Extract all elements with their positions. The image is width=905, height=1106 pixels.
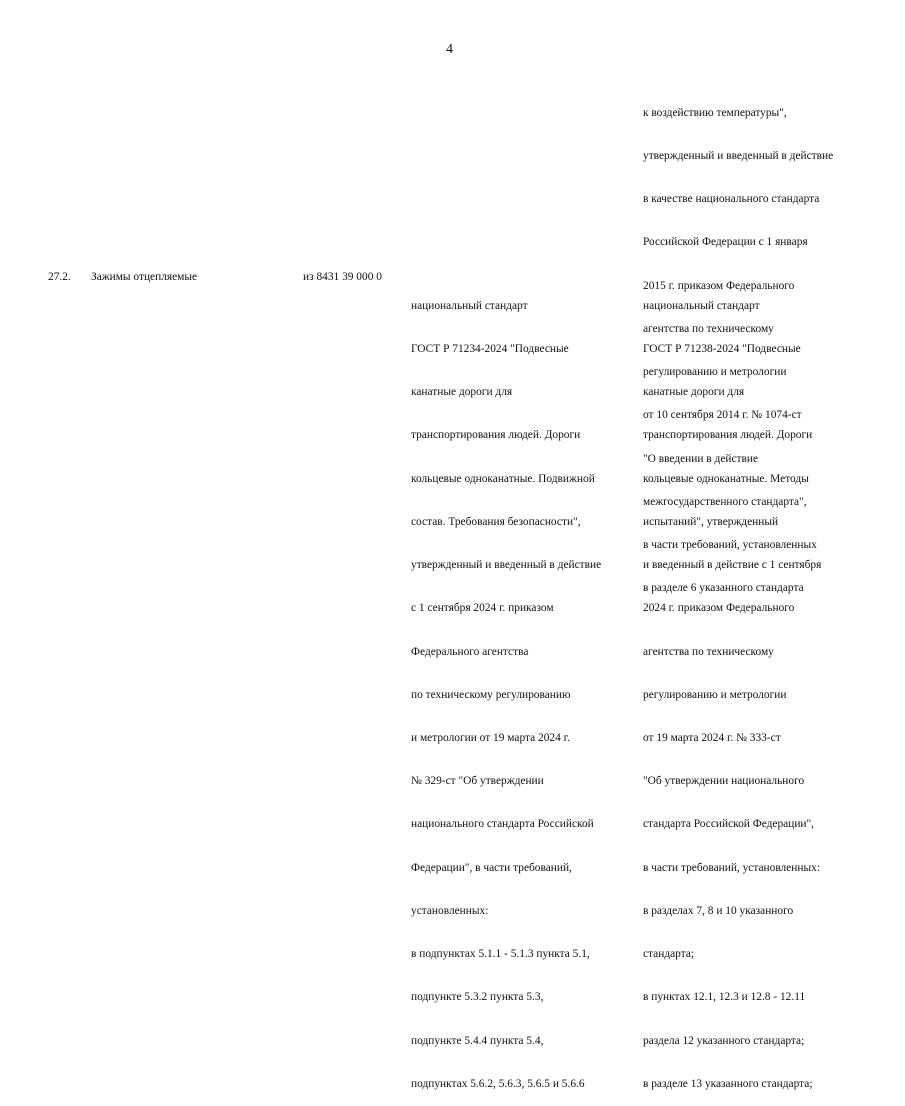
text-line: агентства по техническому xyxy=(643,645,774,658)
text-line: и введенный в действие с 1 сентября xyxy=(643,559,822,572)
text-line: в пунктах 12.1, 12.3 и 12.8 - 12.11 xyxy=(643,991,806,1004)
row-number: 27.2. xyxy=(48,271,71,283)
text-line: испытаний", утвержденный xyxy=(643,515,779,528)
text-line: 2015 г. приказом Федерального xyxy=(643,279,795,292)
product-name: Зажимы отцепляемые xyxy=(91,271,198,283)
text-line: национальный стандарт xyxy=(643,299,760,312)
text-line: агентства по техническому xyxy=(643,322,774,335)
text-line: Российской Федерации с 1 января xyxy=(643,236,808,249)
text-line: в разделе 13 указанного стандарта; xyxy=(643,1077,813,1090)
text-line: по техническому регулированию xyxy=(411,688,571,701)
text-line: в разделах 7, 8 и 10 указанного xyxy=(643,904,794,917)
text-line: в качестве национального стандарта xyxy=(643,193,820,206)
test-standard-cell xyxy=(643,270,821,1106)
text-line: в подпунктах 5.1.1 - 5.1.3 пункта 5.1, xyxy=(411,948,590,961)
text-line: № 329-ст "Об утверждении xyxy=(411,775,544,788)
text-line: кольцевые одноканатные. Подвижной xyxy=(411,472,595,485)
text-line: утвержденный и введенный в действие xyxy=(411,559,602,572)
text-line: Федерального агентства xyxy=(411,645,529,658)
text-line: ГОСТ Р 71234-2024 "Подвесные xyxy=(411,343,569,356)
text-line: регулированию и метрологии xyxy=(643,688,787,701)
text-line: в части требований, установленных xyxy=(643,539,817,551)
text-line: "О введении в действие xyxy=(643,452,759,465)
text-line: стандарта Российской Федерации", xyxy=(643,818,815,831)
text-line: кольцевые одноканатные. Методы xyxy=(643,472,809,485)
text-line: канатные дороги для xyxy=(643,386,745,399)
text-line: от 10 сентября 2014 г. № 1074-ст xyxy=(643,409,802,422)
text-line: с 1 сентября 2024 г. приказом xyxy=(411,602,554,615)
text-line: национальный стандарт xyxy=(411,299,528,312)
text-line: транспортирования людей. Дороги xyxy=(411,429,581,442)
text-line: состав. Требования безопасности", xyxy=(411,515,581,528)
text-line: канатные дороги для xyxy=(411,386,513,399)
text-line: установленных: xyxy=(411,904,489,917)
text-line: подпункте 5.4.4 пункта 5.4, xyxy=(411,1034,544,1047)
text-line: подпункте 5.3.2 пункта 5.3, xyxy=(411,991,544,1004)
text-line: раздела 12 указанного стандарта; xyxy=(643,1034,805,1047)
tn-ved-code: из 8431 39 000 0 xyxy=(303,271,382,283)
text-line: утвержденный и введенный в действие xyxy=(643,150,834,163)
text-line: к воздействию температуры", xyxy=(643,106,787,119)
text-line: Федерации", в части требований, xyxy=(411,861,572,874)
text-line: от 19 марта 2024 г. № 333-ст xyxy=(643,732,781,744)
text-line: межгосударственного стандарта", xyxy=(643,495,807,508)
text-line: ГОСТ Р 71238-2024 "Подвесные xyxy=(643,343,801,356)
text-line: стандарта; xyxy=(643,948,695,961)
text-line: 2024 г. приказом Федерального xyxy=(643,602,795,615)
text-line: в части требований, установленных: xyxy=(643,861,820,874)
text-line: в разделе 6 указанного стандарта xyxy=(643,582,804,595)
text-line: и метрологии от 19 марта 2024 г. xyxy=(411,732,570,744)
text-line: транспортирования людей. Дороги xyxy=(643,429,813,442)
text-line: "Об утверждении национального xyxy=(643,775,805,788)
requirements-standard-cell xyxy=(411,270,601,1106)
text-line: регулированию и метрологии xyxy=(643,366,787,379)
page-number: 4 xyxy=(446,42,453,57)
text-line: подпунктах 5.6.2, 5.6.3, 5.6.5 и 5.6.6 xyxy=(411,1077,585,1090)
text-line: национального стандарта Российской xyxy=(411,818,594,831)
